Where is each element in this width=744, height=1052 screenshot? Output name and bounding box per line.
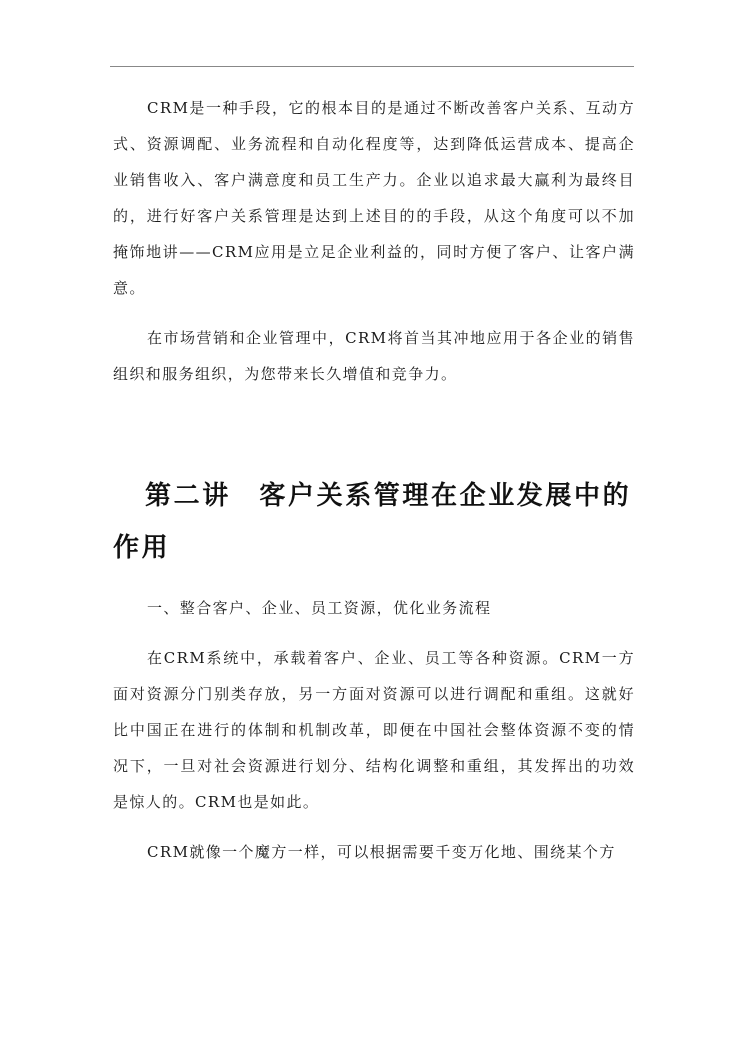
paragraph-crm-application: 在市场营销和企业管理中，CRM将首当其冲地应用于各企业的销售组织和服务组织，为您带来长久增值和竞争力。 xyxy=(113,329,635,383)
paragraph-rubiks-cube: CRM就像一个魔方一样，可以根据需要千变万化地、围绕某个方 xyxy=(147,843,616,861)
paragraph-resource-integration: 在CRM系统中，承载着客户、企业、员工等各种资源。CRM一方面对资源分门别类存放，另一方面对资源可以进行调配和重组。这就好比中国正在进行的体制和机制改革，即便在中国社会整体资源不变的情况下，一旦对社会资源进行划分、结构化调整和重组，其发挥出的功效是惊人的。CRM也是如此。 xyxy=(113,649,635,811)
document-body xyxy=(113,90,635,870)
chapter-title: 第二讲 客户关系管理在企业发展中的作用 xyxy=(113,481,632,563)
header-rule xyxy=(110,66,634,67)
section-heading: 一、整合客户、企业、员工资源，优化业务流程 xyxy=(147,599,492,617)
paragraph-crm-definition: CRM是一种手段，它的根本目的是通过不断改善客户关系、互动方式、资源调配、业务流程和自动化程度等，达到降低运营成本、提高企业销售收入、客户满意度和员工生产力。企业以追求最大赢利为最终目的，进行好客户关系管理是达到上述目的的手段，从这个角度可以不加掩饰地讲——CRM应用是立足企业利益的，同时方便了客户、让客户满意。 xyxy=(113,99,635,297)
